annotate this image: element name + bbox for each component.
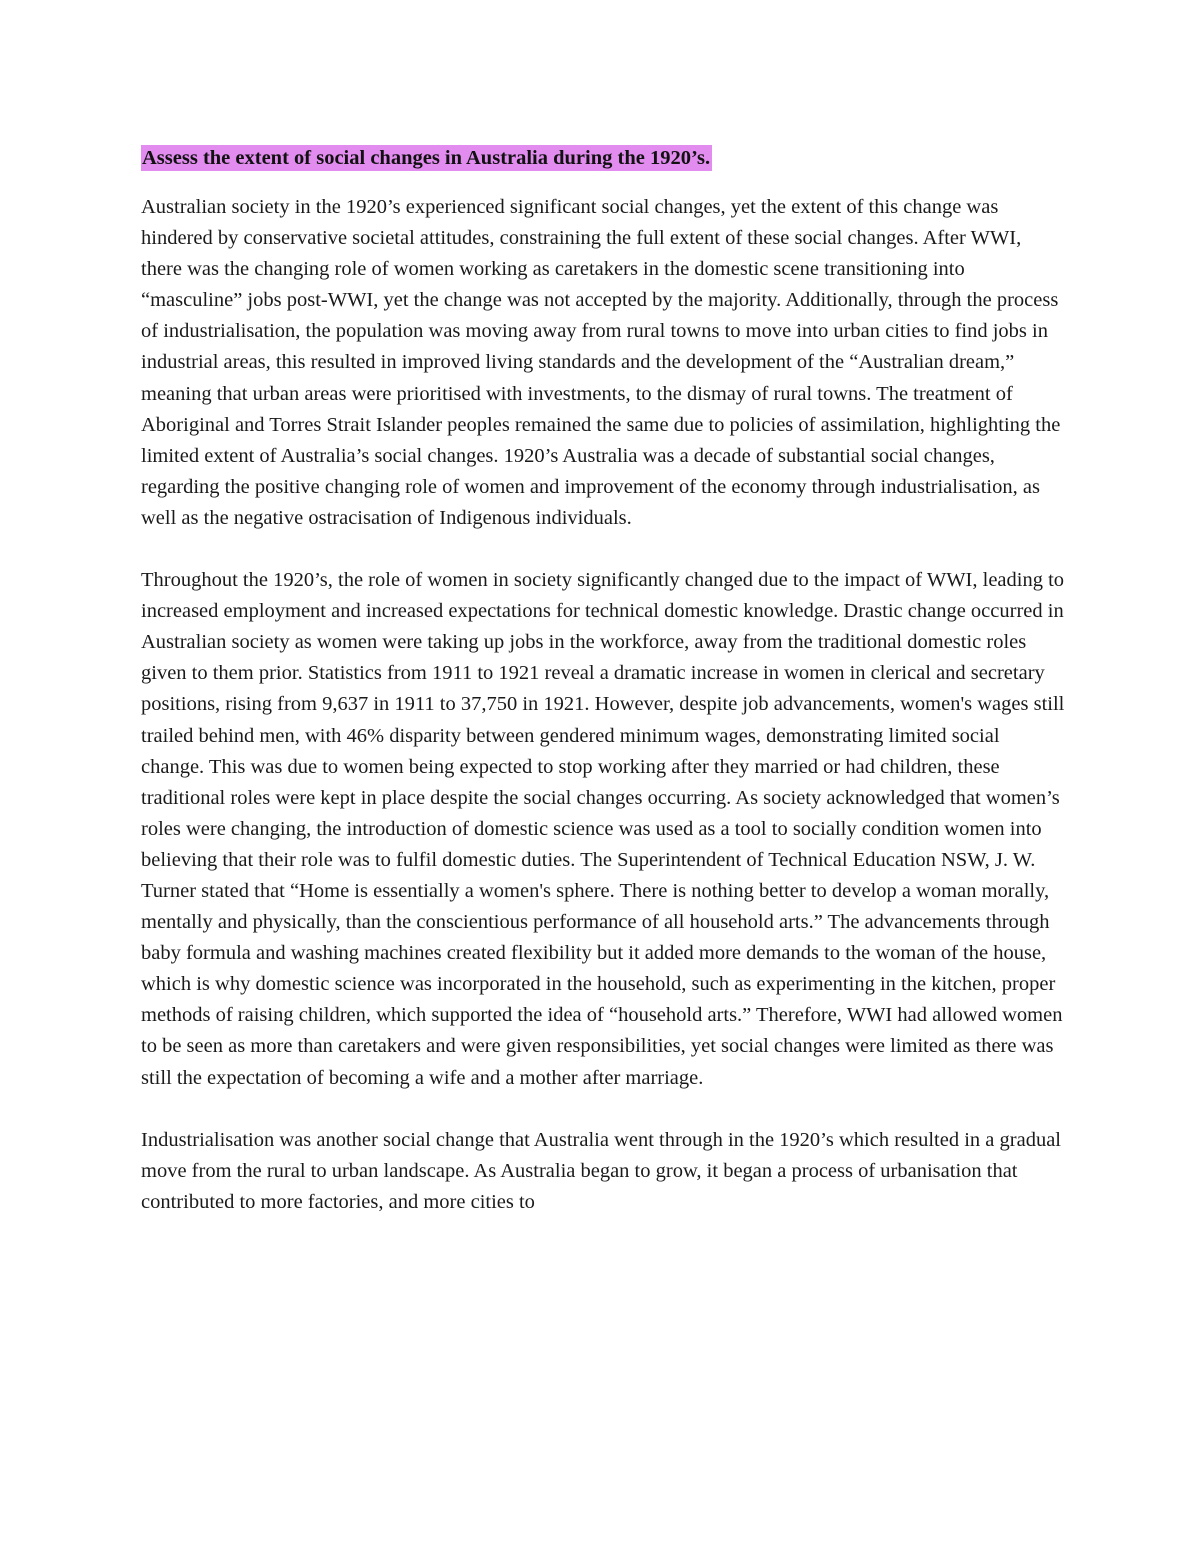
document-page: [141, 138, 1066, 1249]
paragraph-industrialisation: Industrialisation was another social change that Australia went through in the 1920’s which resulted in a gradual move from the rural to urban landscape. As Australia began to grow, it began a process of urbanisation that contributed to more factories, and more cities to: [141, 1128, 1061, 1213]
essay-question-line: [141, 138, 1066, 178]
paragraph-role-of-women: Throughout the 1920’s, the role of women in society significantly changed due to the impact of WWI, leading to increased employment and increased expectations for technical domestic knowledge. Drastic change occurred in Australian society as women were taking up jobs in the workforce, away from the traditional domestic roles given to them prior. Statistics from 1911 to 1921 reveal a dramatic increase in women in clerical and secretary positions, rising from 9,637 in 1911 to 37,750 in 1921. However, despite job advancements, women's wages still trailed behind men, with 46% disparity between gendered minimum wages, demonstrating limited social change. This was due to women being expected to stop working after they married or had children, these traditional roles were kept in place despite the social changes occurring. As society acknowledged that women’s roles were changing, the introduction of domestic science was used as a tool to socially condition women into believing that their role was to fulfil domestic duties. The Superintendent of Technical Education NSW, J. W. Turner stated that “Home is essentially a women's sphere. There is nothing better to develop a woman morally, mentally and physically, than the conscientious performance of all household arts.” The advancements through baby formula and washing machines created flexibility but it added more demands to the woman of the house, which is why domestic science was incorporated in the household, such as experimenting in the kitchen, proper methods of raising children, which supported the idea of “household arts.” Therefore, WWI had allowed women to be seen as more than caretakers and were given responsibilities, yet social changes were limited as there was still the expectation of becoming a wife and a mother after marriage.: [141, 569, 1065, 1089]
paragraph-introduction: Australian society in the 1920’s experienced significant social changes, yet the extent of this change was hindered by conservative societal attitudes, constraining the full extent of these social changes. After WWI, there was the changing role of women working as caretakers in the domestic scene transitioning into “masculine” jobs post-WWI, yet the change was not accepted by the majority. Additionally, through the process of industrialisation, the population was moving away from rural towns to move into urban cities to find jobs in industrial areas, this resulted in improved living standards and the development of the “Australian dream,” meaning that urban areas were prioritised with investments, to the dismay of rural towns. The treatment of Aboriginal and Torres Strait Islander peoples remained the same due to policies of assimilation, highlighting the limited extent of Australia’s social changes. 1920’s Australia was a decade of substantial social changes, regarding the positive changing role of women and improvement of the economy through industrialisation, as well as the negative ostracisation of Indigenous individuals.: [141, 196, 1061, 529]
essay-question-title: Assess the extent of social changes in Australia during the 1920’s.: [142, 147, 711, 169]
